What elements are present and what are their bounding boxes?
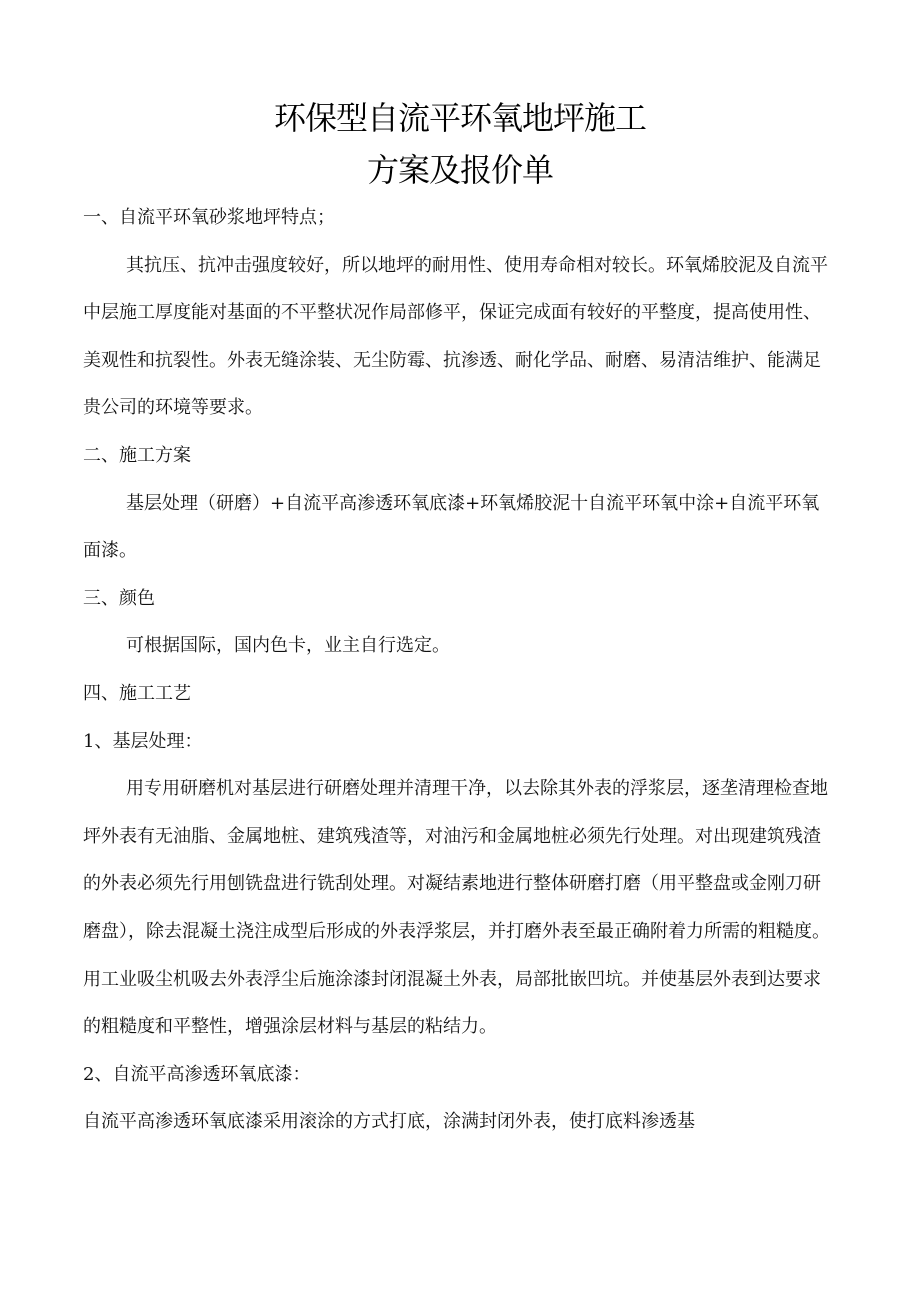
section-3-heading: 三、颜色 (83, 587, 155, 609)
section-4-heading: 四、施工工艺 (83, 682, 191, 704)
document-body (83, 194, 833, 1146)
section-1-paragraph: 其抗压、抗冲击强度较好，所以地坪的耐用性、使用寿命相对较长。环氧烯胶泥及自流平中层施工厚度能对基面的不平整状况作局部修平，保证完成面有较好的平整度，提高使用性、美观性和抗裂性。外表无缝涂装、无尘防霉、抗渗透、耐化学品、耐磨、易清洁维护、能满足贵公司的环境等要求。 (83, 254, 828, 419)
document-title-line-1: 环保型自流平环氧地坪施工 (273, 99, 646, 137)
document-title-line-2: 方案及报价单 (366, 151, 553, 189)
subsection-4-1-paragraph: 用专用研磨机对基层进行研磨处理并清理干净，以去除其外表的浮浆层，逐垄清理检查地坪外表有无油脂、金属地桩、建筑残渣等，对油污和金属地桩必须先行处理。对出现建筑残渣的外表必须先行用刨铣盘进行铣刮处理。对凝结素地进行整体研磨打磨（用平整盘或金刚刀研磨盘），除去混凝土浇注成型后形成的外表浮浆层，并打磨外表至最正确附着力所需的粗糙度。用工业吸尘机吸去外表浮尘后施涂漆封闭混凝土外表，局部批嵌凹坑。并使基层外表到达要求的粗糙度和平整性，增强涂层材料与基层的粘结力。 (83, 778, 830, 1038)
subsection-4-2-paragraph: 自流平高渗透环氧底漆采用滚涂的方式打底，涂满封闭外表，使打底料渗透基 (83, 1111, 695, 1133)
section-2-paragraph: 基层处理（研磨）+自流平高渗透环氧底漆+环氧烯胶泥十自流平环氧中涂+自流平环氧面漆。 (83, 492, 820, 562)
section-2-heading: 二、施工方案 (83, 444, 191, 466)
section-3-paragraph: 可根据国际，国内色卡，业主自行选定。 (126, 635, 450, 657)
section-1-heading: 一、自流平环氧砂浆地坪特点； (83, 207, 335, 228)
subsection-4-2-heading: 2、自流平高渗透环氧底漆： (83, 1063, 311, 1085)
subsection-4-1-heading: 1、基层处理： (83, 730, 203, 752)
